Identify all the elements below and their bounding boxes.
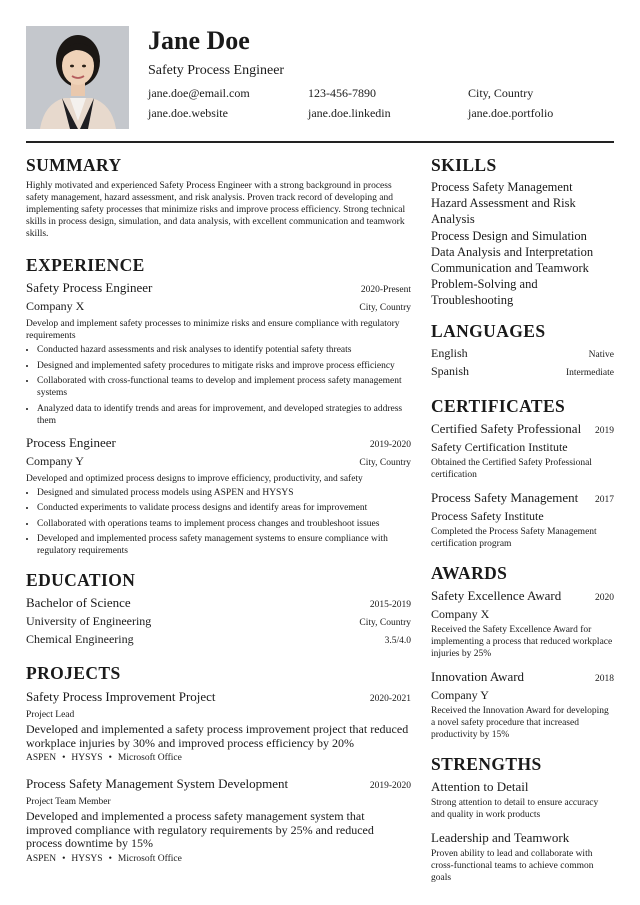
skill-item: Communication and Teamwork (431, 261, 589, 276)
summary-text: Highly motivated and experienced Safety Process Engineer with a strong background in process safety management, hazard assessment, and risk analysis. Proven track record of developing and implementing safety processes that minimize risks and improve process efficiency. Strong technical skills in process design, simulation, and data analysis, with excellent communication and teamwork skills. (26, 181, 406, 239)
contact-location: City, Country (468, 86, 534, 100)
strength-name: Attention to Detail (431, 778, 529, 794)
job-bullet: • Designed and simulated process models using ASPEN and HYSYS (37, 487, 411, 499)
bullet-separator: • (108, 753, 112, 763)
job-role: Safety Process Engineer (26, 280, 153, 295)
project-description: Developed and implemented a safety process improvement project that reduced workplace injuries by 30% and improved process efficiency by 20% (26, 722, 409, 750)
project-entry (26, 689, 411, 764)
tool-tag: ASPEN (26, 753, 57, 763)
section-heading-summary: SUMMARY (26, 155, 122, 175)
section-heading-languages: LANGUAGES (431, 320, 546, 341)
job-bullet: • Developed and implemented process safety management systems to ensure compliance with regulatory requirements (37, 533, 411, 557)
major: Chemical Engineering (26, 632, 134, 646)
language-level: Intermediate (565, 367, 614, 378)
job-role: Process Engineer (26, 434, 116, 450)
tool-tag: HYSYS (71, 853, 103, 864)
header-info (148, 26, 614, 129)
job-bullet: • Collaborated with cross-functional teams to develop and implement process safety management systems (37, 375, 411, 399)
candidate-title: Safety Process Engineer (148, 63, 285, 78)
certificate-description: Completed the Process Safety Management certification program (431, 526, 597, 549)
language-name: Spanish (431, 363, 470, 378)
contact-linkedin[interactable]: jane.doe.linkedin (308, 106, 391, 120)
job-bullets (26, 487, 411, 558)
profile-photo (26, 26, 129, 129)
gpa: 3.5/4.0 (384, 636, 411, 646)
certificate-name: Process Safety Management (431, 489, 579, 505)
left-column (26, 154, 411, 865)
job-summary: Develop and implement safety processes to minimize risks and ensure compliance with regulatory requirements (26, 319, 400, 341)
tool-tag: HYSYS (71, 753, 103, 763)
contact-portfolio[interactable]: jane.doe.portfolio (468, 106, 554, 120)
job-bullet: • Conducted experiments to validate process designs and identify areas for improvement (37, 502, 411, 514)
award-organization: Company Y (431, 687, 489, 702)
degree: Bachelor of Science (26, 595, 131, 610)
project-dates: 2020-2021 (369, 694, 411, 704)
section-heading-projects: PROJECTS (26, 663, 121, 683)
project-name: Process Safety Management System Development (26, 776, 289, 791)
certificate-issuer: Process Safety Institute (431, 508, 544, 523)
language-item (431, 345, 614, 363)
section-heading-skills: SKILLS (431, 155, 497, 175)
job-company: Company Y (26, 453, 84, 468)
project-role: Project Lead (26, 710, 75, 720)
tool-tag: ASPEN (26, 853, 57, 864)
project-tools (26, 853, 411, 865)
job-company: Company X (26, 299, 85, 313)
contact-website[interactable]: jane.doe.website (148, 106, 228, 120)
language-name: English (431, 345, 468, 360)
skill-item: Problem-Solving and Troubleshooting (431, 277, 538, 308)
project-entry (26, 776, 411, 865)
certificate-name: Certified Safety Professional (431, 420, 582, 436)
job-dates: 2020-Present (360, 285, 411, 295)
languages-list (431, 345, 614, 381)
section-heading-certificates: CERTIFICATES (431, 395, 566, 416)
award-name: Innovation Award (431, 668, 525, 684)
bullet-separator: • (62, 853, 66, 864)
skill-item: Data Analysis and Interpretation (431, 244, 594, 259)
certificate-entry (431, 421, 614, 481)
contact-phone[interactable]: 123-456-7890 (308, 86, 376, 100)
skills-list (431, 179, 614, 309)
skill-item: Process Design and Simulation (431, 228, 587, 243)
tool-tag: Microsoft Office (117, 753, 182, 763)
project-dates: 2019-2020 (369, 781, 411, 791)
strength-description: Proven ability to lead and collaborate with cross-functional teams to achieve common goals (431, 848, 594, 883)
certificate-issuer: Safety Certification Institute (431, 439, 568, 454)
award-name: Safety Excellence Award (431, 587, 562, 603)
portrait-icon (26, 26, 129, 129)
award-year: 2018 (595, 673, 614, 684)
project-name: Safety Process Improvement Project (26, 689, 216, 704)
language-item (431, 363, 614, 381)
skill-item: Process Safety Management (431, 180, 573, 194)
education-dates: 2015-2019 (369, 600, 411, 610)
project-tools (26, 752, 411, 764)
certificate-entry (431, 490, 614, 550)
contact-email[interactable]: jane.doe@email.com (148, 86, 250, 100)
section-heading-strengths: STRENGTHS (431, 753, 542, 774)
job-bullets (26, 344, 411, 427)
certificate-year: 2017 (595, 494, 614, 505)
strength-entry (431, 779, 614, 821)
experience-entry (26, 435, 411, 558)
job-dates: 2019-2020 (369, 439, 411, 450)
header-divider (26, 141, 614, 143)
bullet-separator: • (108, 853, 112, 864)
contact-grid (148, 86, 614, 120)
strength-name: Leadership and Teamwork (431, 829, 570, 845)
candidate-name: Jane Doe (148, 26, 250, 55)
job-location: City, Country (359, 303, 411, 313)
section-heading-experience: EXPERIENCE (26, 255, 145, 275)
experience-entry (26, 280, 411, 427)
resume-page (26, 26, 614, 883)
project-description: Developed and implemented a process safety management system that improved compliance with regulatory requirements by 25% and reduced process downtime by 15% (26, 809, 374, 850)
job-summary: Developed and optimized process designs to improve efficiency, productivity, and safety (26, 473, 363, 484)
job-bullet: • Designed and implemented safety procedures to mitigate risks and improve process efficiency (37, 360, 411, 372)
strength-entry (431, 830, 614, 884)
award-description: Received the Innovation Award for developing a novel safety procedure that increased productivity by 15% (431, 705, 609, 740)
school: University of Engineering (26, 614, 152, 628)
certificate-description: Obtained the Certified Safety Professional certification (431, 457, 592, 480)
section-heading-awards: AWARDS (431, 562, 508, 583)
tool-tag: Microsoft Office (117, 853, 182, 864)
education-location: City, Country (359, 618, 411, 628)
award-entry (431, 669, 614, 741)
project-role: Project Team Member (26, 797, 111, 807)
skill-item: Hazard Assessment and Risk Analysis (431, 196, 576, 227)
language-level: Native (588, 349, 614, 360)
award-year: 2020 (595, 592, 614, 603)
right-column (431, 154, 614, 884)
bullet-separator: • (62, 753, 66, 763)
award-description: Received the Safety Excellence Award for implementing a process that reduced workplace injuries by 25% (431, 624, 613, 659)
award-entry (431, 588, 614, 660)
resume-header (26, 26, 614, 129)
strength-description: Strong attention to detail to ensure accuracy and quality in work products (431, 797, 599, 820)
job-bullet: • Analyzed data to identify trends and areas for improvement, and developed strategies to address them (37, 403, 411, 427)
job-bullet: • Collaborated with operations teams to implement process changes and troubleshoot issues (37, 518, 411, 530)
award-organization: Company X (431, 606, 490, 621)
job-bullet: • Conducted hazard assessments and risk analyses to identify potential safety threats (37, 344, 411, 356)
job-location: City, Country (359, 457, 411, 468)
section-heading-education: EDUCATION (26, 570, 136, 590)
education-entry (26, 595, 411, 649)
certificate-year: 2019 (595, 425, 614, 436)
